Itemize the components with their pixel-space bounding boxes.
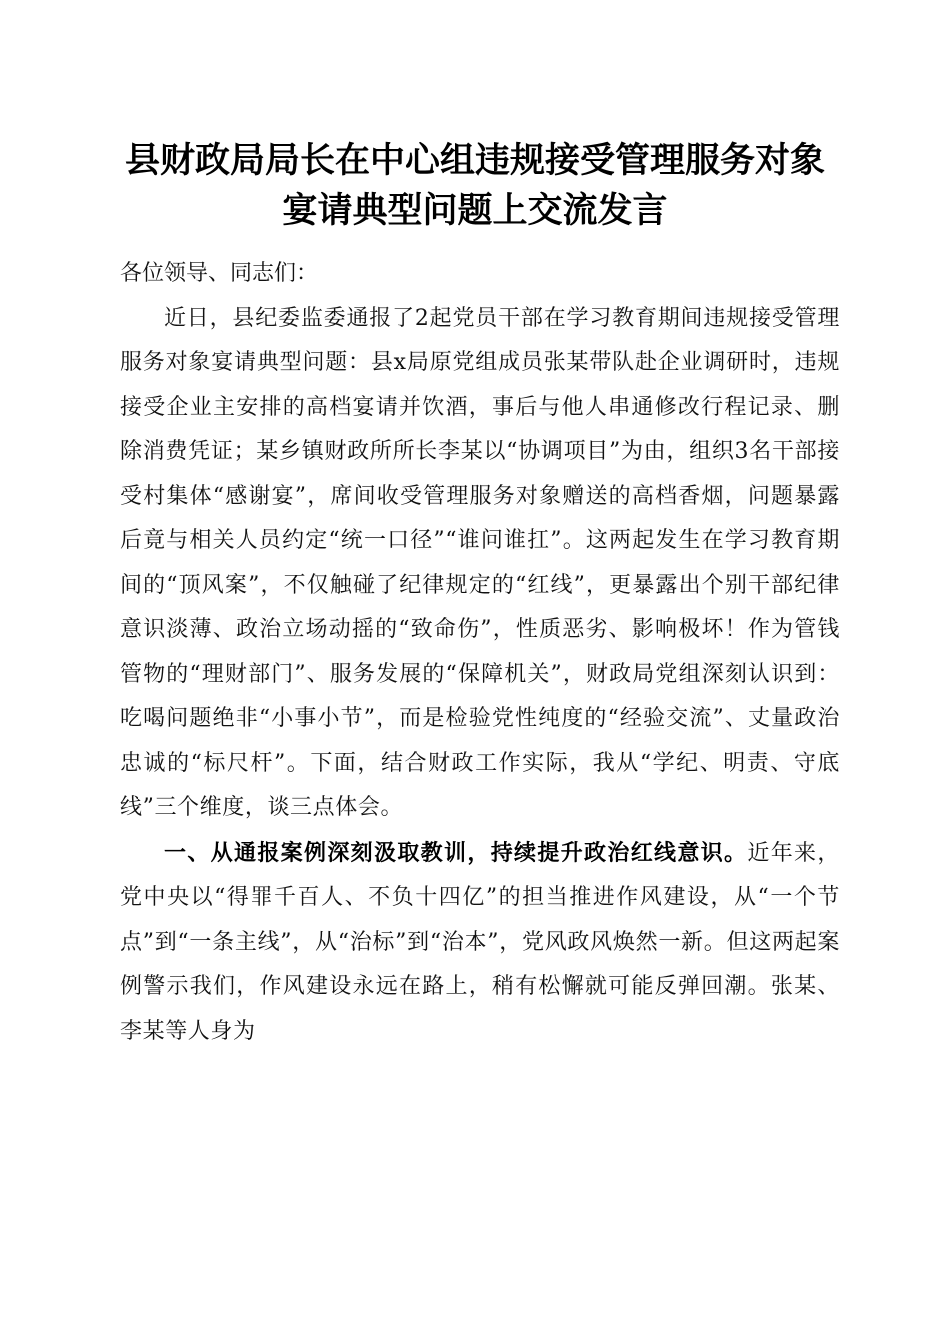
document-title-line-1: 县财政局局长在中心组违规接受管理服务对象 xyxy=(124,140,825,181)
paragraph-section-1 xyxy=(120,831,840,1055)
document-title-line-2: 宴请典型问题上交流发言 xyxy=(282,190,668,231)
section-1-heading: 一、从通报案例深刻汲取教训，持续提升政治红线意识。 xyxy=(164,839,748,866)
section-1-text: 近年来，党中央以“得罪千百人、不负十四亿”的担当推进作风建设，从“一个节点”到“一条主线”，从“治标”到“治本”，党风政风焕然一新。但这两起案例警示我们，作风建设永远在路上，稍有松懈就可能反弹回潮。张某、李某等人身为 xyxy=(120,840,840,1044)
paragraph-intro: 近日，县纪委监委通报了2起党员干部在学习教育期间违规接受管理服务对象宴请典型问题：县x局原党组成员张某带队赴企业调研时，违规接受企业主安排的高档宴请并饮酒，事后与他人串通修改行程记录、删除消费凭证；某乡镇财政所所长李某以“协调项目”为由，组织3名干部接受村集体“感谢宴”，席间收受管理服务对象赠送的高档香烟，问题暴露后竟与相关人员约定“统一口径”“谁问谁扛”。这两起发生在学习教育期间的“顶风案”，不仅触碰了纪律规定的“红线”，更暴露出个别干部纪律意识淡薄、政治立场动摇的“致命伤”，性质恶劣、影响极坏！作为管钱管物的“理财部门”、服务发展的“保障机关”，财政局党组深刻认识到：吃喝问题绝非“小事小节”，而是检验党性纯度的“经验交流”、丈量政治忠诚的“标尺杆”。下面，结合财政工作实际，我从“学纪、明责、守底线”三个维度，谈三点体会。 xyxy=(120,305,840,820)
salutation: 各位领导、同志们： xyxy=(120,261,319,286)
document-body xyxy=(120,252,840,1054)
